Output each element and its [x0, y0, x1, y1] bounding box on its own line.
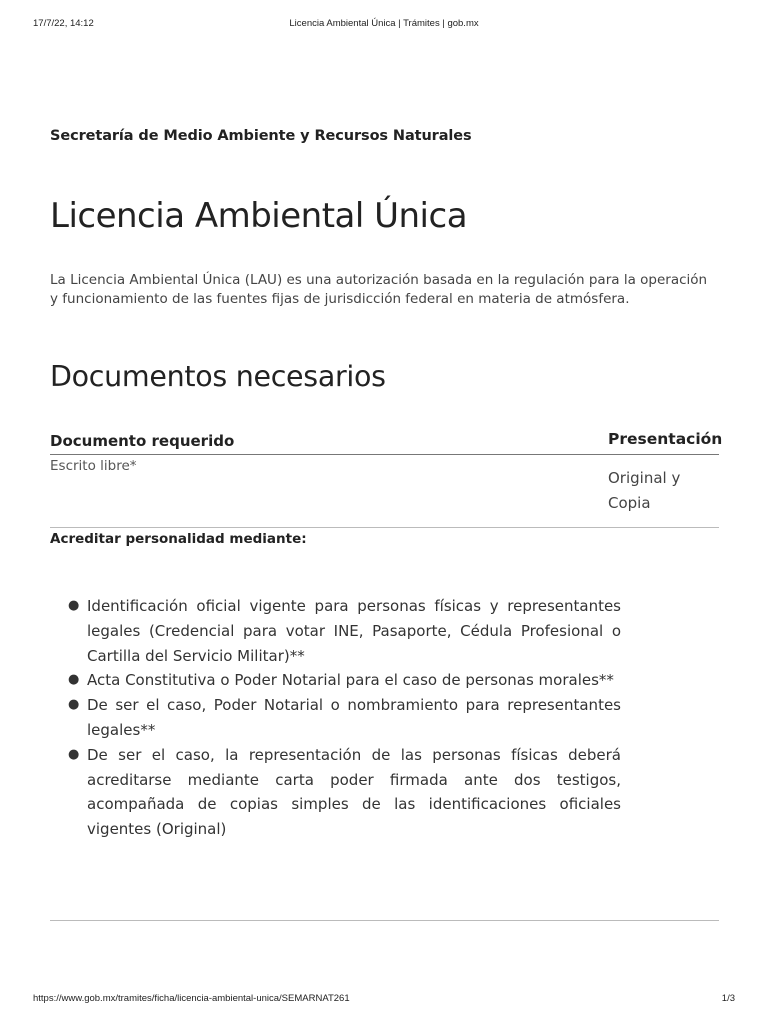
documents-table: [50, 430, 723, 921]
list-item-text: Acta Constitutiva o Poder Notarial para el caso de personas morales**: [87, 671, 614, 690]
table-header-row: [50, 430, 723, 455]
presentation-cell: Original y Copia: [608, 469, 681, 512]
document-cell: Escrito libre*: [50, 458, 137, 474]
document-cell: Acreditar personalidad mediante:: [50, 531, 307, 547]
page-title: Licencia Ambiental Única: [50, 196, 468, 236]
agency-name: Secretaría de Medio Ambiente y Recursos Naturales: [50, 128, 472, 144]
bullet-icon: ●: [68, 672, 80, 688]
print-page-number: 1/3: [721, 993, 735, 1004]
requirements-list: [50, 594, 621, 842]
section-heading-documents: Documentos necesarios: [50, 360, 386, 393]
list-item-text: De ser el caso, la representación de las personas físicas deberá acreditarse mediante carta poder firmada ante dos testigos, acompañada de copias simples de las identificaciones oficiales vigentes (Original): [87, 745, 621, 839]
list-item: [68, 668, 621, 693]
column-header-document: Documento requerido: [50, 432, 235, 450]
table-row: [50, 528, 719, 921]
bullet-icon: ●: [68, 697, 80, 713]
bullet-icon: ●: [68, 598, 80, 613]
column-header-presentation: Presentación: [608, 430, 723, 448]
intro-paragraph: La Licencia Ambiental Única (LAU) es una autorización basada en la regulación para la operación y funcionamiento de las fuentes fijas de jurisdicción federal en materia de atmósfera.: [50, 272, 708, 307]
print-url: https://www.gob.mx/tramites/ficha/licencia-ambiental-unica/SEMARNAT261: [33, 993, 350, 1004]
list-item: [68, 594, 621, 668]
list-item: [68, 743, 621, 842]
list-item-text: Identificación oficial vigente para personas físicas y representantes legales (Credencial para votar INE, Pasaporte, Cédula Profesional o Cartilla del Servicio Militar)**: [87, 597, 621, 665]
print-datetime: 17/7/22, 14:12: [33, 18, 94, 29]
table-row: [50, 455, 719, 528]
list-item-text: De ser el caso, Poder Notarial o nombramiento para representantes legales**: [87, 696, 621, 739]
list-item: [68, 693, 621, 743]
bullet-icon: ●: [68, 746, 80, 762]
print-page-title: Licencia Ambiental Única | Trámites | gob.mx: [289, 18, 479, 29]
